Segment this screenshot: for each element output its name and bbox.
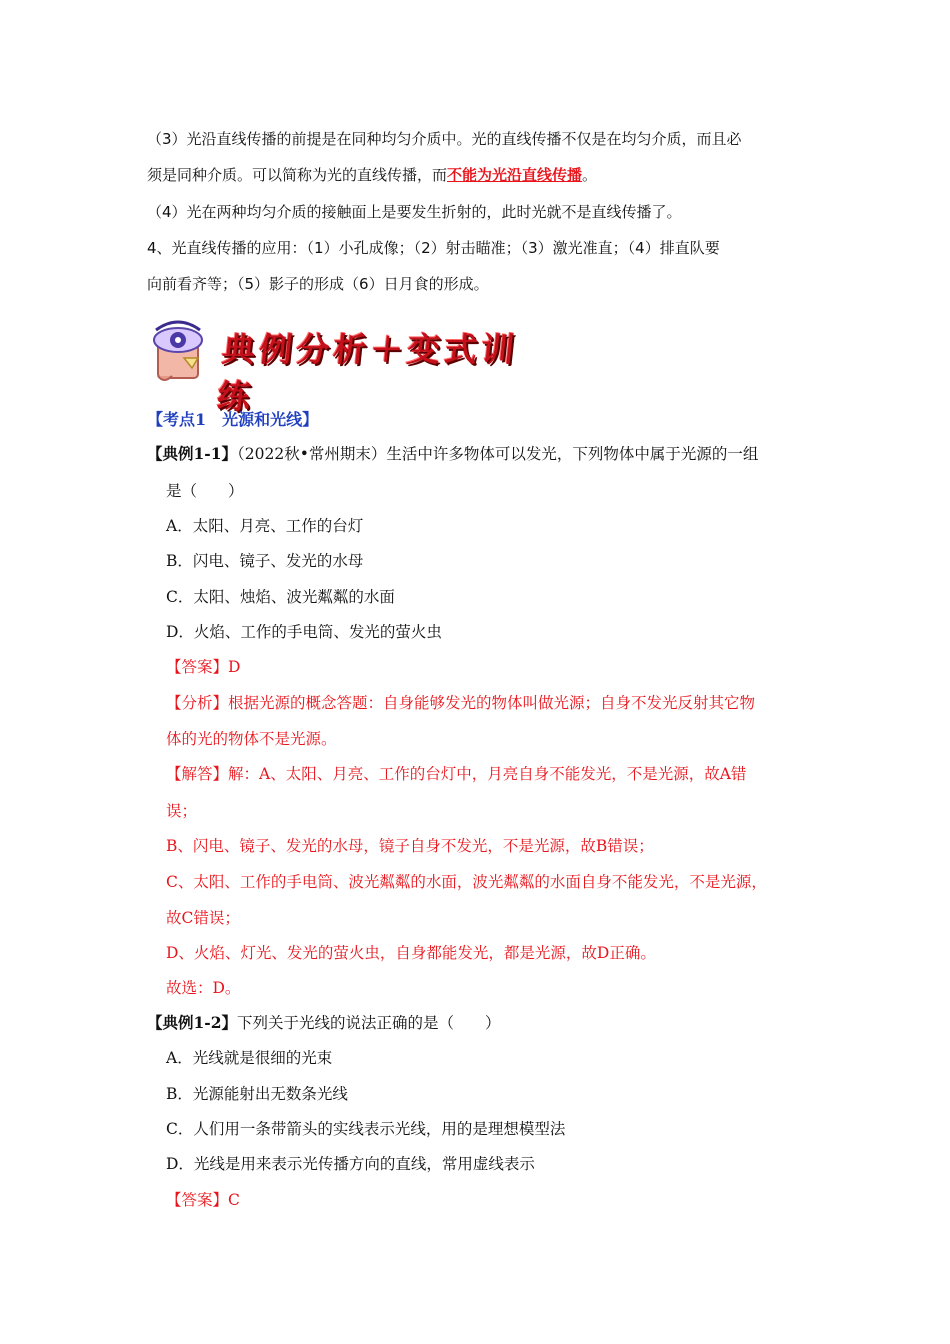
- example2-option-c: C．人们用一条带箭头的实线表示光线，用的是理想模型法: [166, 1120, 566, 1138]
- example1-solution-line7: 故选：D。: [166, 979, 241, 997]
- kaodian-heading: [147, 409, 318, 431]
- rule-4: （4）光在两种均匀介质的接触面上是要发生折射的，此时光就不是直线传播了。: [147, 203, 682, 221]
- example2-answer: [166, 1189, 240, 1211]
- example2-stem-text: 下列关于光线的说法正确的是（ ）: [237, 1014, 501, 1032]
- example1-solution-line5: 故C错误；: [166, 909, 240, 927]
- application-line1: 4、光直线传播的应用：（1）小孔成像；（2）射击瞄准；（3）激光准直；（4）排直队要: [147, 239, 720, 257]
- example1-solution-line1: [166, 763, 746, 785]
- example1-solution-line6: D、火焰、灯光、发光的萤火虫，自身都能发光，都是光源，故D正确。: [166, 944, 656, 962]
- application-line2: 向前看齐等；（5）影子的形成（6）日月食的形成。: [147, 275, 489, 293]
- example1-stem-line2: 是（ ）: [166, 482, 244, 500]
- example1-analysis-line1: [166, 692, 755, 714]
- example1-stem1: （2022秋•常州期末）生活中许多物体可以发光，下列物体中属于光源的一组: [237, 445, 759, 463]
- example1-option-c: C．太阳、烛焰、波光粼粼的水面: [166, 588, 395, 606]
- example1-stem-line1: [147, 443, 758, 465]
- kaodian-label: 【考点1 光源和光线】: [147, 410, 319, 429]
- example1-analysis-line2: 体的光的物体不是光源。: [166, 730, 337, 748]
- example1-option-a: A．太阳、月亮、工作的台灯: [166, 517, 364, 535]
- rule-3-line1: （3）光沿直线传播的前提是在同种均匀介质中。光的直线传播不仅是在均匀介质，而且必: [147, 130, 742, 148]
- example1-option-d: D．火焰、工作的手电筒、发光的萤火虫: [166, 623, 442, 641]
- example1-answer: [166, 656, 240, 678]
- example1-answer-value: D: [228, 658, 241, 676]
- example1-analysis1: 根据光源的概念答题：自身能够发光的物体叫做光源；自身不发光反射其它物: [228, 694, 756, 712]
- example2-tag: 【典例1-2】: [147, 1013, 238, 1032]
- example2-answer-tag: 【答案】: [166, 1191, 229, 1209]
- banner-title: 典例分析＋变式训练: [215, 330, 521, 416]
- rule-3-emphasis: 不能为光沿直线传播: [447, 166, 583, 184]
- example2-option-a: A．光线就是很细的光束: [166, 1049, 333, 1067]
- example1-option-b: B．闪电、镜子、发光的水母: [166, 552, 364, 570]
- example1-analysis-tag: 【分析】: [166, 694, 229, 712]
- example1-solution1: 解：A、太阳、月亮、工作的台灯中，月亮自身不能发光，不是光源，故A错: [228, 765, 747, 783]
- section-banner: [150, 318, 550, 416]
- example1-solution-line3: B、闪电、镜子、发光的水母，镜子自身不发光，不是光源，故B错误；: [166, 837, 654, 855]
- example1-solution-tag: 【解答】: [166, 765, 229, 783]
- scroll-eye-icon: [150, 318, 212, 384]
- example1-answer-tag: 【答案】: [166, 658, 229, 676]
- example2-answer-value: C: [228, 1191, 240, 1209]
- rule-3-line2: [147, 164, 597, 186]
- example1-solution-line2: 误；: [166, 802, 198, 820]
- example1-solution-line4: C、太阳、工作的手电筒、波光粼粼的水面，波光粼粼的水面自身不能发光，不是光源，: [166, 873, 767, 891]
- rule-3-line2-text: 须是同种介质。可以简称为光的直线传播，而: [147, 166, 448, 184]
- example2-option-d: D．光线是用来表示光传播方向的直线，常用虚线表示: [166, 1155, 535, 1173]
- example2-option-b: B．光源能射出无数条光线: [166, 1085, 348, 1103]
- example2-stem: [147, 1012, 501, 1034]
- rule-3-line2-end: 。: [582, 166, 598, 184]
- example1-tag: 【典例1-1】: [147, 444, 238, 463]
